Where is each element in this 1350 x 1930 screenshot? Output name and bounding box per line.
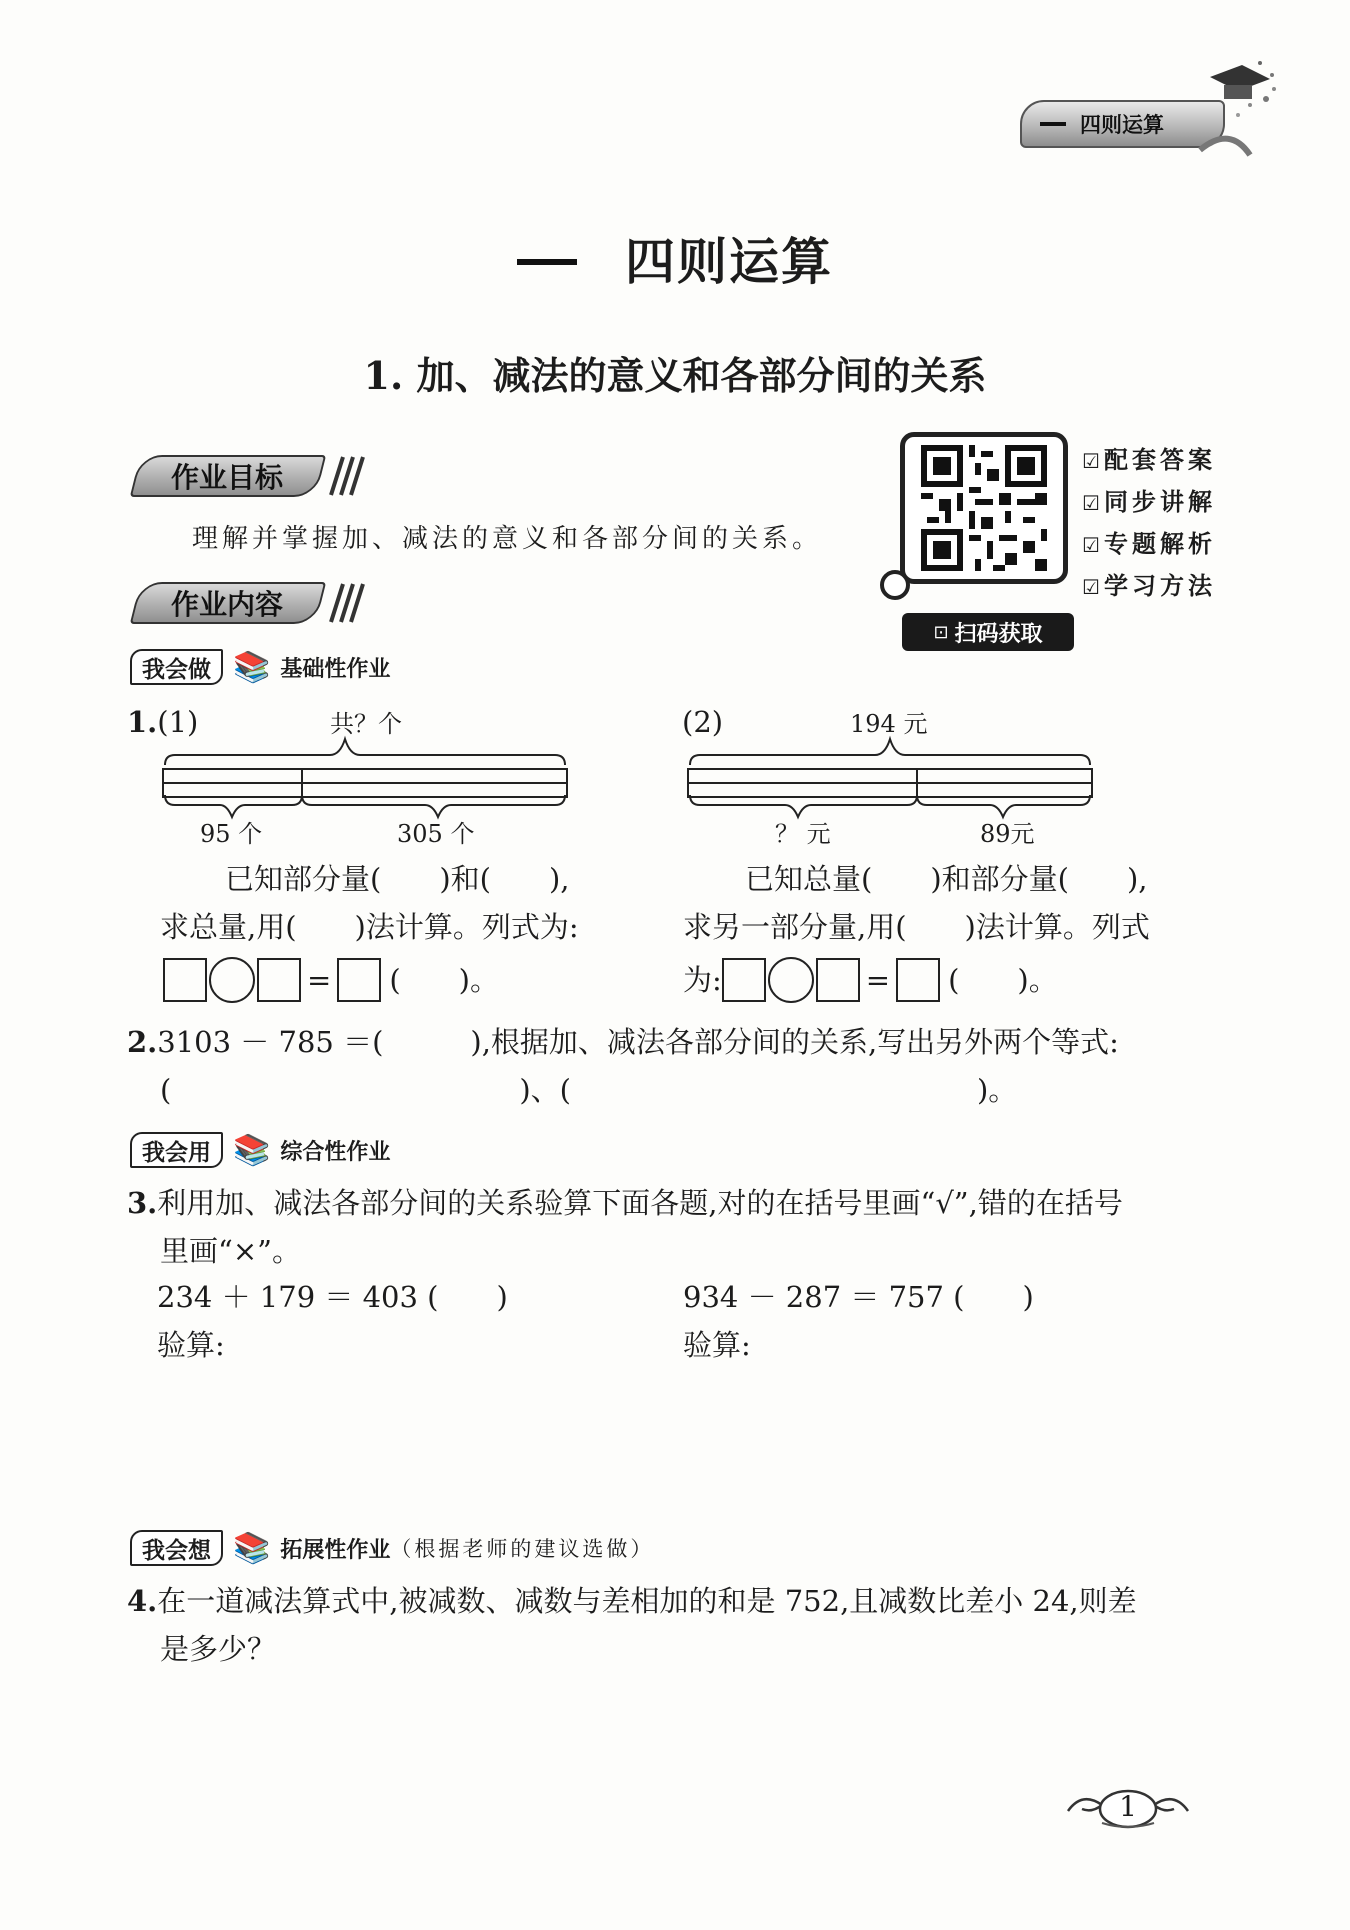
q3-line1: 3.利用加、减法各部分间的关系验算下面各题,对的在括号里画“√”,错的在括号: [127, 1186, 1123, 1220]
check-icon: ☑: [1082, 533, 1104, 557]
chapter-title: [0, 222, 1350, 294]
q1-part2-label: (2): [682, 705, 724, 739]
q1-part1-line1: 已知部分量( )和( ),: [225, 862, 570, 896]
badge-stripes-icon: [321, 582, 365, 624]
q1-part2-formula: 为: = ( )。: [683, 957, 1058, 1003]
chapter-number-dash: [517, 259, 577, 265]
q1-part2-bar-diagram: [680, 725, 1100, 820]
q1-part1-line2: 求总量,用( )法计算。列式为:: [160, 910, 579, 944]
chapter-tab-label: 四则运算: [1080, 113, 1164, 137]
books-icon: 📚: [233, 1132, 271, 1168]
q3-equation-right: 934 － 287 ＝ 757 ( ): [683, 1280, 1034, 1314]
chapter-title-text: 四则运算: [625, 233, 833, 291]
comprehensive-tier-name: 综合性作业: [280, 1139, 391, 1165]
basic-tier-header: [130, 649, 390, 685]
scan-button[interactable]: ⊡ 扫码获取: [902, 613, 1074, 651]
qr-code-icon: [913, 445, 1055, 571]
goal-badge-group: [135, 455, 365, 497]
q1-part2-left-label: ？ 元: [775, 820, 831, 848]
q3-equation-left: 234 ＋ 179 ＝ 403 ( ): [157, 1280, 508, 1314]
goal-text: 理解并掌握加、减法的意义和各部分间的关系。: [192, 524, 823, 554]
q1-part2-right-label: 89元: [980, 820, 1035, 848]
q1-part2-line2: 求另一部分量,用( )法计算。列式: [683, 910, 1150, 944]
q1-number-label: 1.(1): [127, 705, 199, 739]
q1-part1-total: 共？个: [330, 710, 402, 738]
check-icon: ☑: [1082, 575, 1104, 599]
q1-part1-formula: = ( )。: [163, 957, 499, 1003]
books-icon: 📚: [233, 1530, 271, 1566]
qr-feature-3: ☑专题解析: [1082, 530, 1216, 558]
check-icon: ☑: [1082, 491, 1104, 515]
qr-feature-2: ☑同步讲解: [1082, 488, 1216, 516]
q3-line2: 里画“×”。: [160, 1234, 301, 1268]
graduation-cap-icon: [1190, 55, 1280, 165]
qr-feature-1: ☑配套答案: [1082, 446, 1216, 474]
lesson-title: 1. 加、减法的意义和各部分间的关系: [363, 353, 987, 398]
answer-box[interactable]: [257, 958, 301, 1002]
page-number: 1: [1119, 1790, 1137, 1823]
qr-feature-4: ☑学习方法: [1082, 572, 1216, 600]
q3-check-left: 验算:: [157, 1328, 225, 1362]
q2-line1: 2.3103 － 785 ＝( ),根据加、减法各部分间的关系,写出另外两个等式:: [127, 1025, 1119, 1059]
q3-check-right: 验算:: [683, 1328, 751, 1362]
chapter-dash: [1040, 122, 1066, 126]
q1-part1-right-label: 305 个: [397, 820, 475, 848]
q1-part2-total: 194 元: [850, 710, 928, 738]
q2-line2: ( )、( )。: [160, 1073, 1018, 1107]
extended-tier-header: [130, 1530, 654, 1566]
clock-icon: [880, 570, 910, 600]
basic-tier-tag: 我会做: [130, 649, 223, 685]
goal-badge: 作业目标: [130, 455, 326, 497]
answer-box[interactable]: [163, 958, 207, 1002]
operator-circle[interactable]: [209, 957, 255, 1003]
answer-box[interactable]: [722, 958, 766, 1002]
extended-tier-name: 拓展性作业: [280, 1537, 391, 1563]
qr-code[interactable]: [900, 432, 1068, 584]
q1-part1-bar-diagram: [155, 725, 575, 820]
answer-box[interactable]: [816, 958, 860, 1002]
answer-box[interactable]: [337, 958, 381, 1002]
basic-tier-name: 基础性作业: [280, 656, 391, 682]
extended-tier-tag: 我会想: [130, 1530, 223, 1566]
scan-icon: ⊡: [933, 621, 949, 643]
books-icon: 📚: [233, 649, 271, 685]
operator-circle[interactable]: [768, 957, 814, 1003]
comprehensive-tier-tag: 我会用: [130, 1132, 223, 1168]
q4-line1: 4.在一道减法算式中,被减数、减数与差相加的和是 752,且减数比差小 24,则差: [127, 1584, 1137, 1618]
content-badge-group: [135, 582, 365, 624]
answer-box[interactable]: [896, 958, 940, 1002]
q1-part1-left-label: 95 个: [200, 820, 263, 848]
q1-part2-line1: 已知总量( )和部分量( ),: [745, 862, 1148, 896]
comprehensive-tier-header: [130, 1132, 390, 1168]
content-badge: 作业内容: [130, 582, 326, 624]
badge-stripes-icon: [321, 455, 365, 497]
q4-line2: 是多少？: [160, 1632, 277, 1666]
check-icon: ☑: [1082, 449, 1104, 473]
extended-tier-note: （根据老师的建议选做）: [390, 1537, 655, 1561]
